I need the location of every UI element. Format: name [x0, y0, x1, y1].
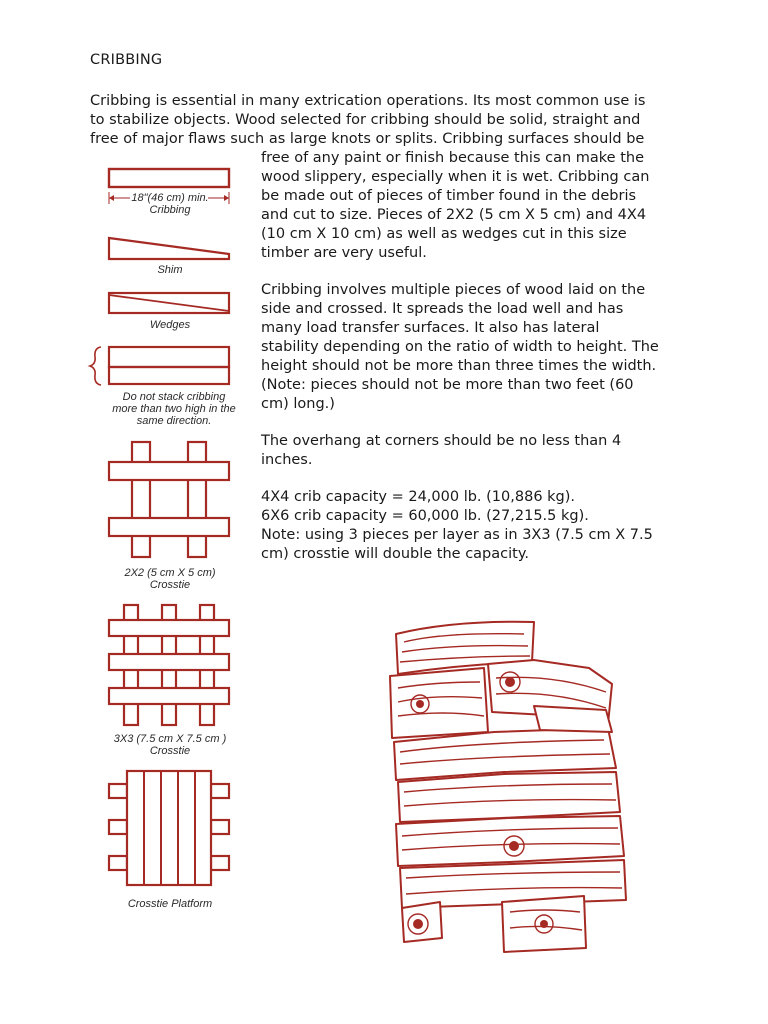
crosstie-3x3-figure — [100, 600, 240, 730]
caption-line: more than two high in the — [112, 403, 236, 415]
caption-line: 3X3 (7.5 cm X 7.5 cm ) — [113, 733, 227, 745]
text-line: wood slippery, especially when it is wet. Cribbing can — [261, 169, 650, 185]
text-line: 4X4 crib capacity = 24,000 lb. (10,886 kg). — [261, 489, 576, 505]
wedges-figure — [100, 288, 240, 318]
stack-warning-figure — [86, 342, 240, 390]
text-line: stability depending on the ratio of width to height. The — [261, 339, 659, 355]
intro-paragraph — [90, 92, 646, 149]
text-line: 6X6 crib capacity = 60,000 lb. (27,215.5 kg). — [261, 508, 589, 524]
caption-line: same direction. — [136, 415, 212, 427]
crosstie-3x3-caption — [105, 733, 235, 757]
text-line: free of major flaws such as large knots or splits. Cribbing surfaces should be — [90, 131, 645, 147]
page-title: CRIBBING — [90, 52, 163, 68]
method-paragraph — [261, 281, 659, 414]
stack-warning-caption — [104, 391, 244, 427]
text-line: free of any paint or finish because this can make the — [261, 150, 644, 166]
text-line: cm) long.) — [261, 396, 335, 412]
caption-line: 2X2 (5 cm X 5 cm) — [124, 567, 216, 579]
text-line: many load transfer surfaces. It also has lateral — [261, 320, 600, 336]
capacity-paragraph — [261, 488, 653, 564]
crosstie-2x2-figure — [100, 436, 240, 564]
caption-line: 18"(46 cm) min. — [131, 192, 209, 204]
text-line: be made out of pieces of timber found in the debris — [261, 188, 637, 204]
text-line: inches. — [261, 452, 313, 468]
crosstie-platform-figure — [100, 768, 240, 890]
intro-paragraph-continued — [261, 149, 649, 263]
crosstie-platform-caption: Crosstie Platform — [127, 898, 213, 910]
caption-line: Do not stack cribbing — [122, 391, 226, 403]
wedges-caption: Wedges — [149, 319, 191, 331]
text-line: cm) crosstie will double the capacity. — [261, 546, 529, 562]
text-line: height should not be more than three times the width. — [261, 358, 657, 374]
caption-line: Crosstie — [149, 579, 191, 591]
text-line: and cut to size. Pieces of 2X2 (5 cm X 5 cm) and 4X4 — [261, 207, 647, 223]
text-line: (10 cm X 10 cm) as well as wedges cut in this size — [261, 226, 627, 242]
crib-stack-illustration — [384, 612, 634, 952]
text-line: (Note: pieces should not be more than two feet (60 — [261, 377, 634, 393]
text-line: The overhang at corners should be no less than 4 — [261, 433, 622, 449]
overhang-paragraph — [261, 432, 621, 470]
caption-line: Cribbing — [149, 204, 191, 216]
text-line: to stabilize objects. Wood selected for cribbing should be solid, straight and — [90, 112, 641, 128]
text-line: Cribbing is essential in many extrication operations. Its most common use is — [90, 93, 646, 109]
text-line: Cribbing involves multiple pieces of wood laid on the — [261, 282, 646, 298]
shim-caption: Shim — [157, 264, 183, 276]
text-line: timber are very useful. — [261, 245, 427, 261]
text-line: side and crossed. It spreads the load well and has — [261, 301, 624, 317]
cribbing-caption — [110, 192, 230, 216]
shim-figure — [100, 232, 240, 262]
crosstie-2x2-caption — [110, 567, 230, 591]
caption-line: Crosstie — [149, 745, 191, 757]
text-line: Note: using 3 pieces per layer as in 3X3 (7.5 cm X 7.5 — [261, 527, 653, 543]
